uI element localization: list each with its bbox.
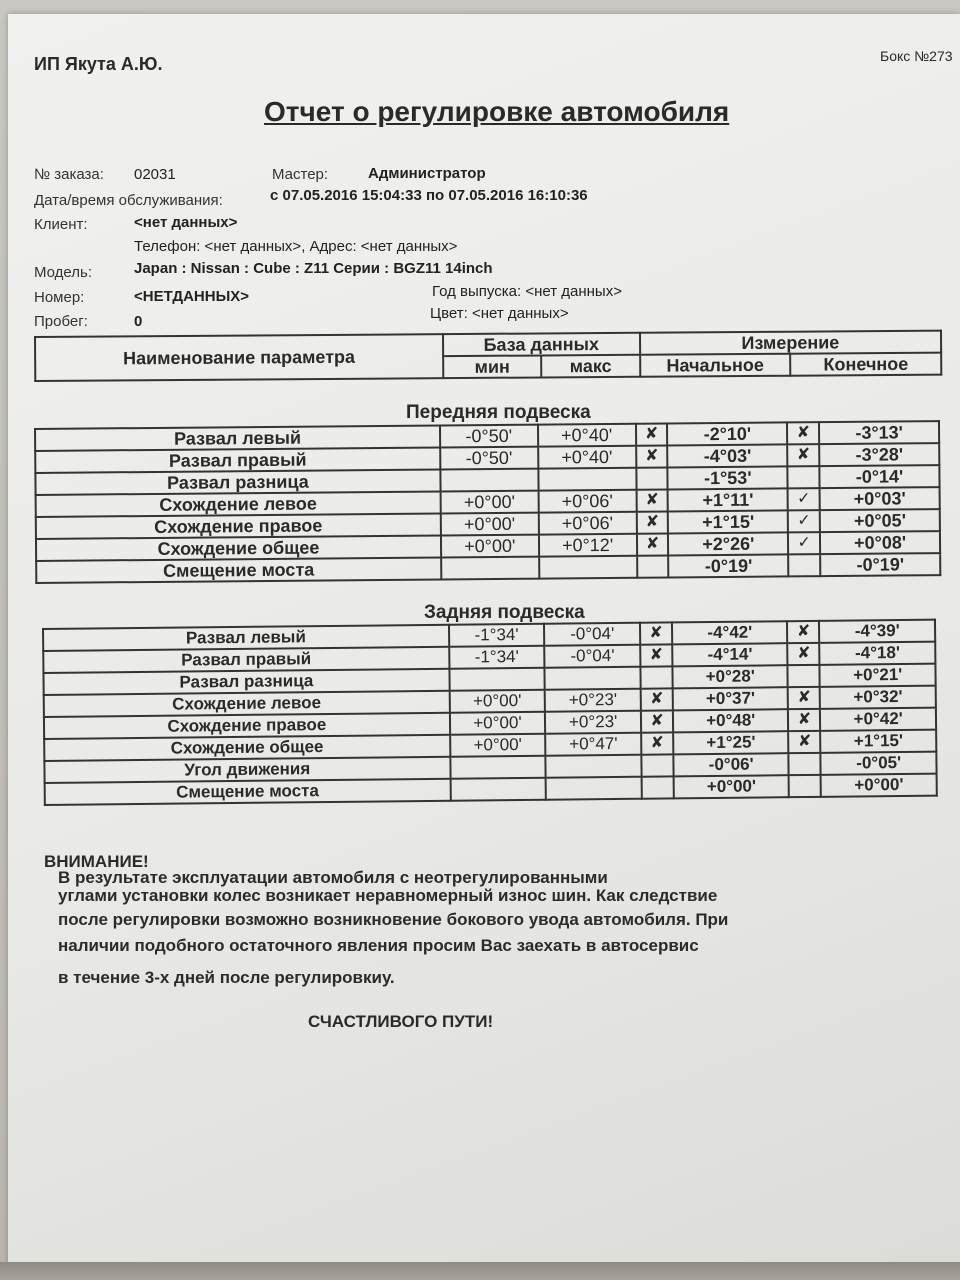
initial-status-icon: ✘ bbox=[641, 732, 673, 754]
rear-suspension-title: Задняя подвеска bbox=[424, 602, 585, 623]
row-initial: +0°00' bbox=[674, 775, 790, 798]
final-header: Конечное bbox=[790, 353, 941, 376]
row-name: Смещение моста bbox=[45, 779, 451, 805]
initial-status-icon: ✘ bbox=[641, 710, 673, 732]
warning-line: В результате эксплуатации автомобиля с неотрегулированными bbox=[58, 868, 608, 887]
warning-line: наличии подобного остаточного явления просим Вас заехать в автосервис bbox=[58, 936, 699, 955]
initial-status-icon bbox=[637, 555, 669, 577]
master-label: Мастер: bbox=[272, 166, 329, 183]
color-info: Цвет: <нет данных> bbox=[430, 305, 569, 322]
row-min: -1°34' bbox=[449, 646, 545, 669]
initial-status-icon: ✘ bbox=[636, 445, 668, 467]
desk-background bbox=[0, 1262, 960, 1280]
mileage-label: Пробег: bbox=[34, 313, 88, 330]
year-info: Год выпуска: <нет данных> bbox=[432, 283, 622, 300]
row-min bbox=[449, 668, 545, 691]
final-status-icon bbox=[788, 665, 820, 687]
initial-header: Начальное bbox=[640, 354, 791, 377]
row-initial: -0°06' bbox=[673, 753, 789, 776]
final-status-icon: ✘ bbox=[788, 709, 820, 731]
row-max: -0°04' bbox=[545, 645, 641, 668]
min-header: мин bbox=[443, 355, 542, 378]
row-min: -1°34' bbox=[449, 624, 545, 647]
row-name: Развал разница bbox=[43, 669, 449, 695]
report-title: Отчет о регулировке автомобиля bbox=[264, 96, 730, 127]
client-value: <нет данных> bbox=[134, 214, 238, 231]
service-label: Дата/время обслуживания: bbox=[34, 192, 223, 209]
final-status-icon: ✓ bbox=[788, 510, 820, 532]
row-name: Схождение общее bbox=[44, 735, 450, 761]
row-initial: -4°14' bbox=[672, 643, 788, 666]
final-status-icon: ✓ bbox=[788, 488, 820, 510]
row-final: +1°15' bbox=[821, 730, 937, 753]
row-final: -0°19' bbox=[820, 553, 940, 576]
row-final: -4°39' bbox=[819, 620, 935, 643]
row-max: +0°40' bbox=[538, 424, 636, 447]
initial-status-icon bbox=[636, 467, 668, 489]
client-label: Клиент: bbox=[34, 216, 88, 233]
farewell-text: СЧАСТЛИВОГО ПУТИ! bbox=[308, 1012, 494, 1031]
row-name: Схождение правое bbox=[36, 513, 441, 539]
order-value: 02031 bbox=[134, 166, 176, 183]
final-status-icon: ✘ bbox=[787, 444, 819, 466]
row-final: -4°18' bbox=[820, 642, 936, 665]
row-max: +0°06' bbox=[538, 490, 636, 513]
row-name: Угол движения bbox=[44, 757, 450, 783]
front-suspension-table bbox=[34, 420, 941, 584]
row-name: Развал правый bbox=[43, 647, 449, 673]
row-max: +0°40' bbox=[538, 446, 636, 469]
final-status-icon: ✘ bbox=[789, 731, 821, 753]
row-min: -0°50' bbox=[440, 447, 538, 470]
row-max: +0°23' bbox=[545, 711, 641, 734]
final-status-icon: ✘ bbox=[788, 687, 820, 709]
row-initial: -4°42' bbox=[672, 621, 788, 644]
row-min bbox=[440, 469, 538, 492]
row-max: +0°06' bbox=[538, 512, 636, 535]
row-name: Развал левый bbox=[43, 625, 449, 651]
initial-status-icon: ✘ bbox=[636, 489, 668, 511]
row-name: Схождение левое bbox=[36, 491, 441, 517]
max-header: макс bbox=[541, 355, 640, 378]
final-status-icon bbox=[789, 775, 821, 797]
final-status-icon: ✓ bbox=[788, 532, 820, 554]
row-name: Схождение общее bbox=[36, 535, 441, 561]
row-min bbox=[450, 756, 546, 779]
final-status-icon bbox=[788, 466, 820, 488]
final-status-icon: ✘ bbox=[788, 643, 820, 665]
row-initial: +0°28' bbox=[672, 665, 788, 688]
row-initial: +1°15' bbox=[668, 510, 788, 533]
row-max: -0°04' bbox=[544, 623, 640, 646]
row-min: +0°00' bbox=[441, 535, 539, 558]
model-value: Japan : Nissan : Cube : Z11 Серии : BGZ11 14inch bbox=[134, 260, 493, 277]
row-final: -3°13' bbox=[819, 421, 939, 444]
order-label: № заказа: bbox=[34, 166, 104, 183]
row-final: +0°05' bbox=[820, 509, 940, 532]
final-status-icon bbox=[788, 554, 820, 576]
row-final: +0°08' bbox=[820, 531, 940, 554]
row-final: +0°00' bbox=[821, 774, 937, 797]
row-initial: +1°11' bbox=[668, 488, 788, 511]
warning-line: углами установки колес возникает неравномерный износ шин. Как следствие bbox=[58, 886, 718, 905]
initial-status-icon: ✘ bbox=[640, 622, 672, 644]
number-label: Номер: bbox=[34, 289, 85, 306]
row-name: Схождение левое bbox=[44, 691, 450, 717]
rear-suspension-table bbox=[42, 619, 938, 806]
initial-status-icon: ✘ bbox=[636, 511, 668, 533]
row-initial: -0°19' bbox=[669, 554, 789, 577]
rear-rows bbox=[43, 620, 937, 805]
warning-line: после регулировки возможно возникновение бокового увода автомобиля. При bbox=[58, 910, 729, 929]
param-header: Наименование параметра bbox=[35, 334, 443, 381]
row-final: +0°03' bbox=[820, 487, 940, 510]
row-initial: -4°03' bbox=[668, 444, 788, 467]
database-header: База данных bbox=[443, 333, 640, 356]
box-number: Бокс №273 bbox=[880, 48, 953, 64]
row-initial: -2°10' bbox=[667, 422, 787, 445]
front-rows bbox=[35, 421, 940, 583]
row-final: -0°05' bbox=[821, 752, 937, 775]
row-max: +0°12' bbox=[539, 534, 637, 557]
row-min: +0°00' bbox=[441, 513, 539, 536]
row-min: +0°00' bbox=[449, 690, 545, 713]
master-value: Администратор bbox=[368, 165, 486, 182]
row-max bbox=[538, 468, 636, 491]
final-status-icon: ✘ bbox=[787, 621, 819, 643]
row-max bbox=[545, 667, 641, 690]
initial-status-icon: ✘ bbox=[641, 688, 673, 710]
final-status-icon: ✘ bbox=[787, 422, 819, 444]
row-min: +0°00' bbox=[440, 491, 538, 514]
row-max: +0°47' bbox=[545, 733, 641, 756]
warning-line: в течение 3-х дней после регулировкиу. bbox=[58, 968, 395, 987]
row-max bbox=[546, 755, 642, 778]
row-final: +0°21' bbox=[820, 664, 936, 687]
mileage-value: 0 bbox=[134, 313, 143, 330]
row-max bbox=[539, 556, 637, 579]
front-suspension-title: Передняя подвеска bbox=[406, 402, 591, 423]
row-min: +0°00' bbox=[450, 734, 546, 757]
initial-status-icon bbox=[640, 666, 672, 688]
warning-title: ВНИМАНИЕ! bbox=[44, 852, 149, 871]
row-max: +0°23' bbox=[545, 689, 641, 712]
row-name: Развал разница bbox=[35, 469, 440, 495]
initial-status-icon bbox=[642, 776, 674, 798]
row-initial: +0°48' bbox=[673, 709, 789, 732]
row-final: +0°42' bbox=[820, 708, 936, 731]
measurement-header: Измерение bbox=[640, 331, 942, 355]
row-min: +0°00' bbox=[450, 712, 546, 735]
initial-status-icon: ✘ bbox=[640, 644, 672, 666]
row-initial: +1°25' bbox=[673, 731, 789, 754]
initial-status-icon bbox=[641, 754, 673, 776]
parameters-header-table bbox=[34, 330, 942, 382]
row-initial: +2°26' bbox=[668, 532, 788, 555]
row-final: -3°28' bbox=[819, 443, 939, 466]
row-min: -0°50' bbox=[440, 425, 538, 448]
model-label: Модель: bbox=[34, 264, 93, 281]
row-initial: -1°53' bbox=[668, 466, 788, 489]
row-final: -0°14' bbox=[820, 465, 940, 488]
row-initial: +0°37' bbox=[673, 687, 789, 710]
row-min bbox=[441, 557, 539, 580]
row-min bbox=[450, 778, 546, 801]
row-name: Развал правый bbox=[35, 447, 440, 473]
company-name: ИП Якута А.Ю. bbox=[34, 54, 163, 74]
initial-status-icon: ✘ bbox=[636, 533, 668, 555]
row-max bbox=[546, 777, 642, 800]
number-value: <НЕТДАННЫХ> bbox=[134, 288, 250, 305]
row-name: Схождение правое bbox=[44, 713, 450, 739]
row-final: +0°32' bbox=[820, 686, 936, 709]
row-name: Развал левый bbox=[35, 425, 440, 451]
final-status-icon bbox=[789, 753, 821, 775]
row-name: Смещение моста bbox=[36, 557, 441, 583]
service-value: с 07.05.2016 15:04:33 по 07.05.2016 16:10:36 bbox=[270, 187, 588, 204]
contact-info: Телефон: <нет данных>, Адрес: <нет данных> bbox=[134, 238, 458, 255]
initial-status-icon: ✘ bbox=[635, 423, 667, 445]
